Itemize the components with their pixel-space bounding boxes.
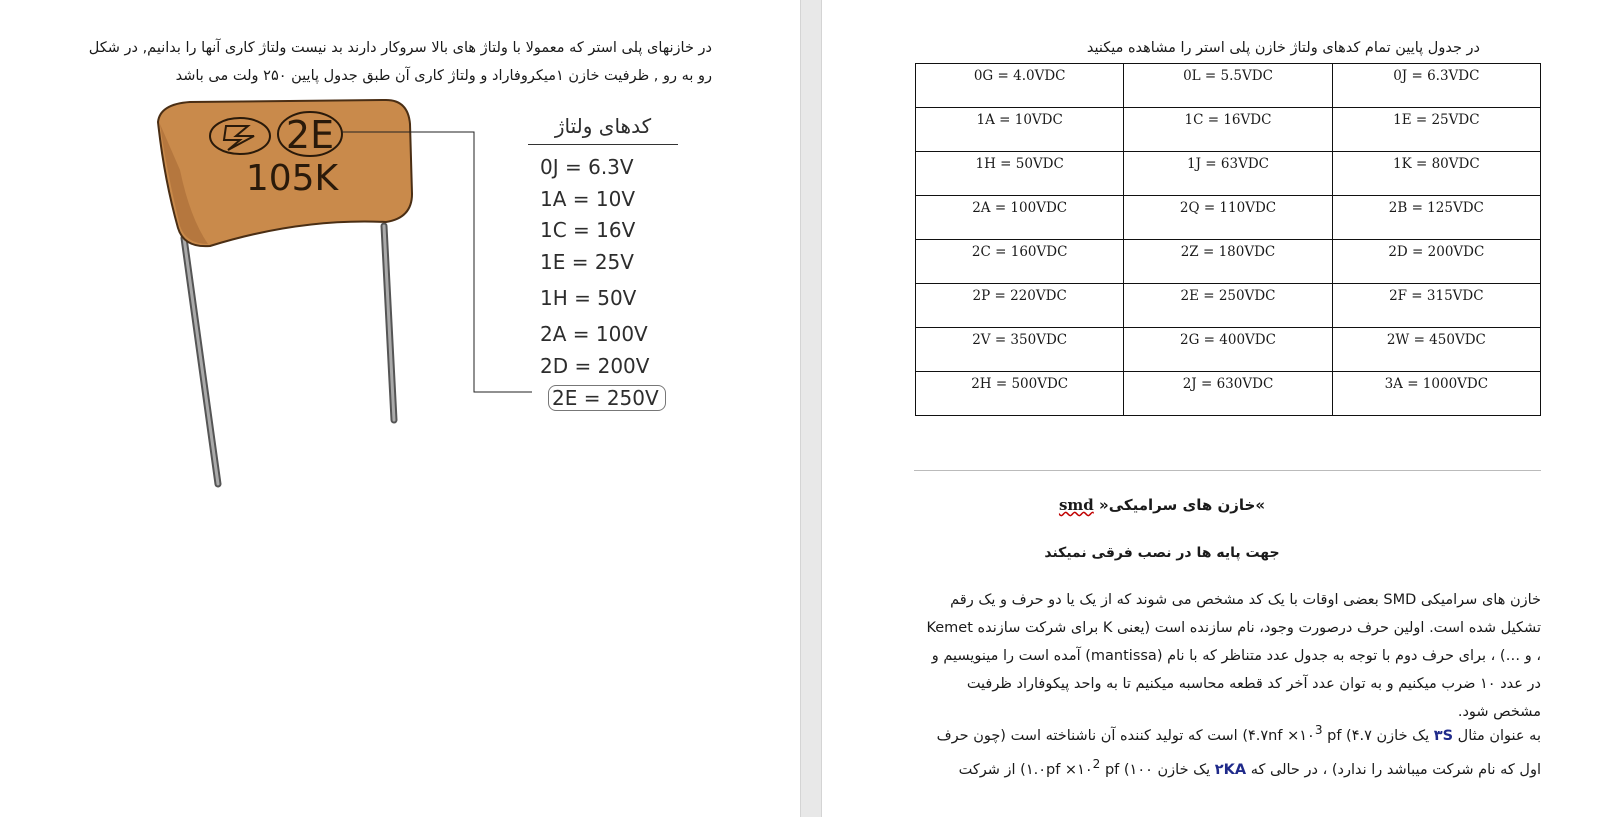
table-cell: 2Z = 180VDC (1124, 240, 1332, 284)
voltage-code-item: 0J = 6.3V (540, 155, 634, 179)
highlighted-voltage-code: 2E = 250V (548, 385, 666, 411)
table-cell: 1E = 25VDC (1332, 108, 1540, 152)
voltage-code-item: 1E = 25V (540, 250, 634, 274)
table-row (916, 240, 1541, 284)
table-cell: 2E = 250VDC (1124, 284, 1332, 328)
table-row (916, 196, 1541, 240)
voltage-code-table (915, 63, 1541, 416)
table-cell: 2H = 500VDC (916, 372, 1124, 416)
voltage-codes-title: کدهای ولتاژ (554, 114, 652, 138)
example-text: یک خازن ۴.۷) ۴.۷nf ×۱۰ (1247, 727, 1430, 744)
smd-subtitle: جهت پایه ها در نصب فرقی نمیکند (1044, 545, 1280, 561)
section-divider (914, 470, 1541, 471)
table-cell: 2B = 125VDC (1332, 196, 1540, 240)
voltage-codes-underline (528, 144, 678, 145)
example-code: ۲KA (1214, 761, 1247, 778)
example-text: pf) از شرکت (958, 761, 1120, 778)
smd-example-paragraph (920, 716, 1541, 784)
example-code: ۳S (1433, 727, 1454, 744)
example-text: یک خازن ۱۰۰) ۱.۰pf ×۱۰ (1025, 761, 1211, 778)
table-cell: 2Q = 110VDC (1124, 196, 1332, 240)
smd-title-latin: smd (1058, 496, 1094, 514)
page-gutter (800, 0, 822, 817)
smd-section-title (1000, 496, 1324, 514)
voltage-code-item: 2D = 200V (540, 354, 650, 378)
table-cell: 1K = 80VDC (1332, 152, 1540, 196)
intro-paragraph: در خازنهای پلی استر که معمولا با ولتاژ های بالا سروکار دارند بد نیست ولتاژ کاری آنها را بدانیم, در شکل رو به رو , ظرفیت خازن ۱میکروفاراد و ولتاژ کاری آن طبق جدول پایین ۲۵۰ ولت می باشد (88, 40, 712, 84)
table-cell: 1J = 63VDC (1124, 152, 1332, 196)
table-row (916, 284, 1541, 328)
table-cell: 1A = 10VDC (916, 108, 1124, 152)
smd-title-text: »خازن های سرامیکی« (1099, 496, 1266, 514)
table-cell: 0L = 5.5VDC (1124, 64, 1332, 108)
voltage-code-item: 2A = 100V (540, 322, 648, 346)
table-heading: در جدول پایین تمام کدهای ولتاژ خازن پلی استر را مشاهده میکنید (1086, 40, 1480, 56)
capacitor-left-leg-highlight (184, 238, 218, 484)
table-cell: 3A = 1000VDC (1332, 372, 1540, 416)
example-text: به عنوان مثال (1457, 727, 1541, 744)
voltage-code-item: 1C = 16V (540, 218, 636, 242)
table-row (916, 328, 1541, 372)
table-row (916, 152, 1541, 196)
table-cell: 1C = 16VDC (1124, 108, 1332, 152)
table-cell: 1H = 50VDC (916, 152, 1124, 196)
table-row (916, 108, 1541, 152)
table-row (916, 372, 1541, 416)
table-cell: 2P = 220VDC (916, 284, 1124, 328)
capacitor-voltage-code: 2E (285, 113, 335, 157)
smd-paragraph: خازن های سرامیکی SMD بعضی اوقات با یک کد مشخص می شوند که از یک یا دو حرف و یک رقم تشکیل شده است. اولین حرف درصورت وجود، نام سازنده است (یعنی K برای شرکت سازنده Kemet ، و …) ، برای حرف دوم با توجه به جدول عدد متناظر که با نام (mantissa) آمده است را مینویسیم و در عدد ۱۰ ضرب میکنیم و به توان عدد آخر کد قطعه محاسبه میکنیم تا به واحد پیکوفاراد ظرفیت مشخص شود. (926, 592, 1541, 720)
table-cell: 2C = 160VDC (916, 240, 1124, 284)
example-exponent: 3 (1314, 723, 1323, 737)
table-cell: 0G = 4.0VDC (916, 64, 1124, 108)
table-cell: 2G = 400VDC (1124, 328, 1332, 372)
table-cell: 2A = 100VDC (916, 196, 1124, 240)
table-cell: 2F = 315VDC (1332, 284, 1540, 328)
table-cell: 2W = 450VDC (1332, 328, 1540, 372)
table-cell: 2V = 350VDC (916, 328, 1124, 372)
table-cell: 0J = 6.3VDC (1332, 64, 1540, 108)
voltage-code-item: 1H = 50V (540, 286, 637, 310)
table-cell: 2D = 200VDC (1332, 240, 1540, 284)
table-row (916, 64, 1541, 108)
voltage-code-item: 1A = 10V (540, 187, 636, 211)
capacitor-capacitance-code: 105K (245, 158, 339, 199)
example-exponent: 2 (1092, 756, 1101, 771)
example-text: pf) است که تولید کننده آن ناشناخته است (چون حرف اول که نام شرکت میباشد را ندارد) ، در حالی که (936, 727, 1541, 778)
table-cell: 2J = 630VDC (1124, 372, 1332, 416)
